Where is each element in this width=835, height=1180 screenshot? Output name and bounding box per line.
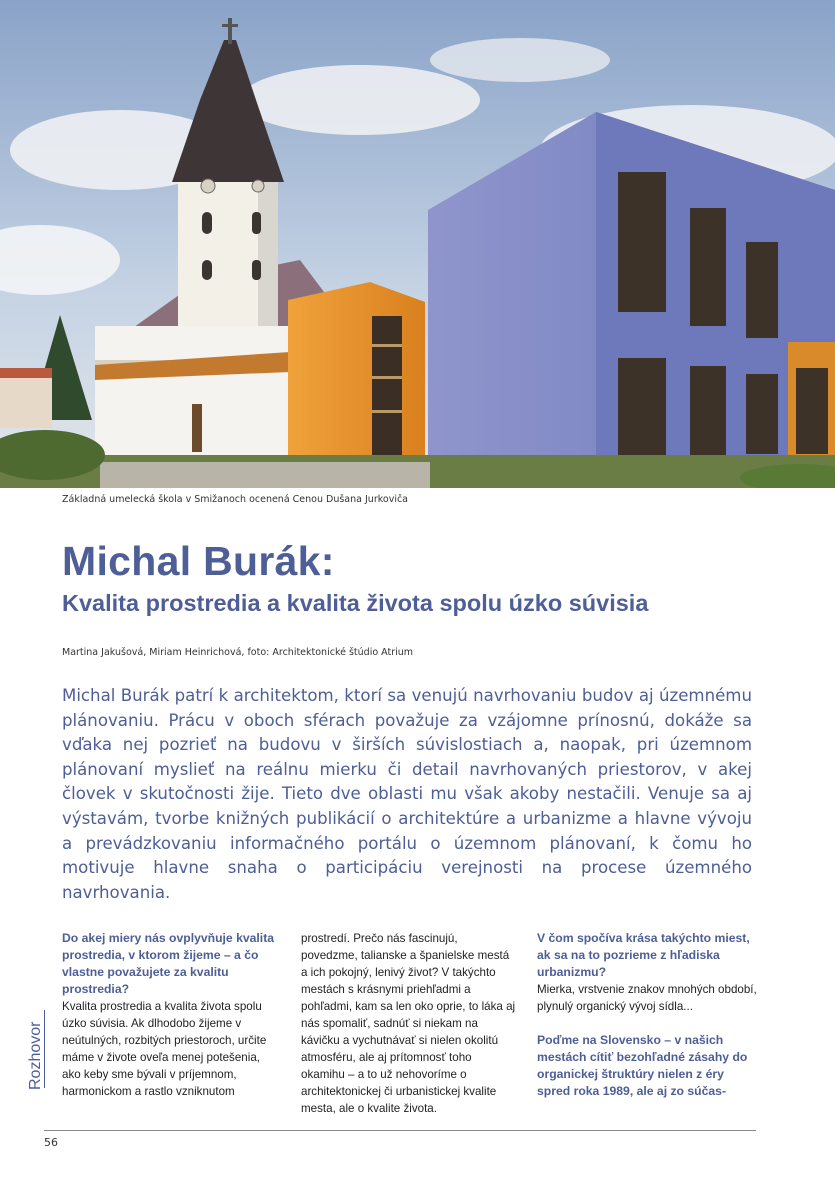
interview-answer: prostredí. Prečo nás fascinujú, povedzme, talianske a španielske mestá a ich pokojný, lenivý život? V takýchto mestách s krásnymi priehľadmi a pohľadmi, kam sa len oko oprie, to láka aj nás spomaliť, sadnúť si niekam na kávičku a vychutnávať si nielen okolitú atmosféru, ale aj prítomnosť toho okamihu – a to už nehovoríme o architektonickej či urbanistickej kvalite mesta, ale o kvalite života.	[301, 932, 516, 1115]
intro-paragraph: Michal Burák patrí k architektom, ktorí sa venujú navrhovaniu budov aj územnému plánovaniu. Prácu v oboch sférach považuje za vzájomne prínosnú, dokáže sa vďaka nej pozrieť na budovu v širších súvislostiach a, naopak, pri územnom plánovaní myslieť na reálnu mierku či detail navrhovaných priestorov, v akej človek v skutočnosti žije. Tieto dve oblasti mu však akoby nestačili. Venuje sa aj výstavám, tvorbe knižných publikácií o architektúre a urbanizme a hlavne vývoju a prevádzkovaniu informačného portálu o územnom plánovaní, k čomu ho motivuje hlavne snaha o participáciu verejnosti na procese územného navrhovania.	[62, 686, 752, 902]
interview-question: V čom spočíva krása takýchto miest, ak sa na to pozrieme z hľadiska urbanizmu?	[537, 931, 750, 979]
article-photo	[0, 0, 835, 488]
footer-rule	[44, 1130, 756, 1131]
photo-caption: Základná umelecká škola v Smižanoch ocenená Cenou Dušana Jurkoviča	[62, 494, 409, 505]
paragraph-gap	[537, 1015, 757, 1032]
text-column-2	[301, 930, 517, 1117]
white-school-wing	[95, 326, 295, 456]
article-subtitle: Kvalita prostredia a kvalita života spolu úzko súvisia	[62, 590, 649, 616]
interview-question: Poďme na Slovensko – v našich mestách cítiť bezohľadné zásahy do organickej štruktúry nielen z éry spred roka 1989, ale aj zo súčas-	[537, 1033, 748, 1098]
section-label: Rozhovor	[27, 1021, 44, 1090]
article-title: Michal Burák:	[62, 538, 335, 584]
interview-question: Do akej miery nás ovplyvňuje kvalita prostredia, v ktorom žijeme – a čo vlastne považujete za kvalitu prostredia?	[62, 931, 275, 996]
interview-answer: Mierka, vrstvenie znakov mnohých období, plynulý organický vývoj sídla...	[537, 983, 757, 1013]
text-column-1	[62, 930, 280, 1100]
interview-answer: Kvalita prostredia a kvalita života spolu úzko súvisia. Ak dlhodobo žijeme v neútulných, rozbitých priestoroch, určite máme v živote oveľa menej potešenia, ako keby sme bývali v príjemnom, harmonickom a rastlo vzniknutom	[62, 1000, 267, 1098]
author-credits: Martina Jakušová, Miriam Heinrichová, foto: Architektonické štúdio Atrium	[62, 647, 414, 658]
page-number: 56	[44, 1136, 58, 1149]
text-column-3	[537, 930, 757, 1100]
orange-school-wing	[288, 282, 425, 470]
